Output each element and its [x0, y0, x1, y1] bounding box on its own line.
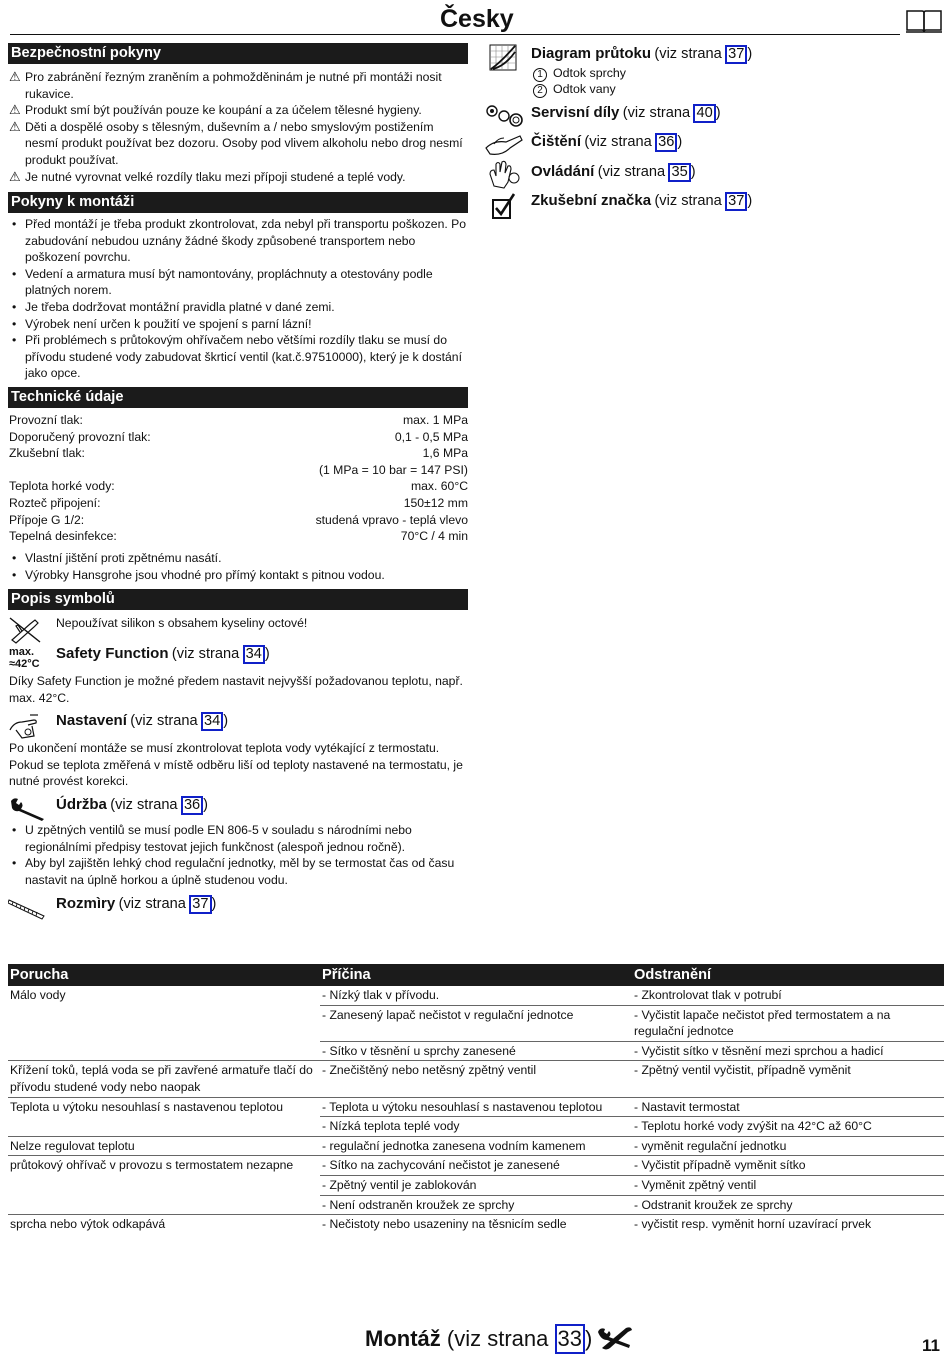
- fix-cell: - Odstranit kroužek ze sprchy: [632, 1195, 944, 1215]
- table-row: [8, 1005, 944, 1041]
- fix-cell: - Vyměnit zpětný ventil: [632, 1175, 944, 1195]
- table-row: [8, 1136, 944, 1156]
- checkmark-icon: [491, 192, 517, 220]
- cause-cell: - Není odstraněn kroužek ze sprchy: [320, 1195, 632, 1215]
- page-ref-link[interactable]: 37: [189, 895, 211, 914]
- warning-icon: ⚠: [9, 118, 21, 134]
- setting-text: Po ukončení montáže se musí zkontrolovat teplota vody vytékající z termostatu. Pokud se teplota změřená v místě odběru liší od teploty nastavené na termostatu, je nutné provést korekci.: [9, 741, 463, 789]
- test-mark-heading: Zkušební značka (viz strana 37 ): [531, 192, 753, 209]
- wrench-icon: [8, 796, 48, 822]
- safety-item: ⚠ Pro zabránění řezným zraněním a pohmožděninám je nutné při montáži nosit rukavice.: [9, 69, 442, 101]
- mounting-item: • Vedení a armatura musí být namontovány, propláchnuty a otestovány podle platných norem.: [9, 266, 469, 299]
- fault-cell: Málo vody: [10, 988, 66, 1002]
- fault-cell: Teplota u výtoku nesouhlasí s nastavenou teplotou: [8, 1097, 320, 1117]
- column-header-fault: Porucha: [8, 964, 320, 986]
- cause-cell: - Teplota u výtoku nesouhlasí s nastavenou teplotou: [320, 1097, 632, 1117]
- page-ref-link[interactable]: 40: [693, 104, 715, 123]
- technical-row: Rozteč připojení: 150±12 mm: [9, 495, 468, 510]
- mounting-item: • Je třeba dodržovat montážní pravidla platné v dané zemi.: [9, 299, 469, 316]
- page-ref-link[interactable]: 33: [555, 1324, 585, 1354]
- ruler-icon: [8, 894, 46, 920]
- fix-cell: - vyměnit regulační jednotku: [632, 1136, 944, 1156]
- cause-cell: - Znečištěný nebo netěsný zpětný ventil: [320, 1061, 632, 1097]
- silicone-warning-text: Nepoužívat silikon s obsahem kyseliny octové!: [56, 616, 308, 630]
- fault-cell: [8, 1005, 320, 1041]
- flow-diagram-heading: Diagram průtoku (viz strana 37 ): [531, 45, 753, 62]
- tools-icon: [596, 1324, 634, 1352]
- footer-mounting-ref: Montáž (viz strana 33 ): [365, 1322, 592, 1356]
- technical-row: Teplota horké vody: max. 60°C: [9, 479, 468, 494]
- technical-row: (1 MPa = 10 bar = 147 PSI): [318, 462, 468, 477]
- operation-icon: [486, 158, 522, 190]
- setting-heading: Nastavení (viz strana 34 ): [56, 712, 229, 729]
- table-row: [8, 1175, 944, 1195]
- safety-section-title: Bezpečnostní pokyny: [8, 43, 468, 64]
- header-rule: [10, 34, 900, 35]
- table-row: [8, 1061, 944, 1097]
- fault-cell: [8, 1175, 320, 1195]
- technical-note: • Výrobky Hansgrohe jsou vhodné pro přímý kontakt s pitnou vodou.: [9, 567, 469, 584]
- column-header-cause: Příčina: [320, 964, 632, 986]
- table-row: [8, 1156, 944, 1176]
- technical-note: • Vlastní jištění proti zpětnému nasátí.: [9, 550, 469, 567]
- mounting-list: [9, 216, 469, 382]
- safety-item: ⚠ Děti a dospělé osoby s tělesným, duševním a / nebo smyslovým postižením nesmí produkt používat bez dozoru. Osoby pod vlivem alkoholu nebo drog nesmí produkt používat.: [9, 118, 463, 167]
- fault-cell: [8, 1195, 320, 1215]
- table-row: [8, 1117, 944, 1137]
- technical-table: [9, 412, 468, 545]
- dimensions-heading: Rozmìry (viz strana 37 ): [56, 895, 217, 912]
- technical-row: Zkušební tlak: 1,6 MPa: [9, 446, 468, 461]
- cause-cell: - Nečistoty nebo usazeniny na těsnicím sedle: [320, 1215, 632, 1234]
- fault-cell: [8, 1041, 320, 1061]
- fix-cell: - Zpětný ventil vyčistit, případně vyměnit: [632, 1061, 944, 1097]
- table-row: [8, 1097, 944, 1117]
- safety-max-label: max.: [9, 646, 35, 658]
- fix-cell: - vyčistit resp. vyměnit horní uzavírací prvek: [632, 1215, 944, 1234]
- spare-parts-heading: Servisní díly (viz strana 40 ): [531, 104, 721, 121]
- mounting-item: • Před montáží je třeba produkt zkontrolovat, zda nebyl při transportu poškozen. Po zabudování nebudou uznány žádné škody způsobené transportem nebo poškození povrchu.: [9, 216, 469, 266]
- maintenance-list: [9, 822, 469, 888]
- cause-cell: - Sítko v těsnění u sprchy zanesené: [320, 1041, 632, 1061]
- technical-row: Tepelná desinfekce: 70°C / 4 min: [9, 529, 468, 544]
- table-row: [8, 1195, 944, 1215]
- table-row: [8, 1215, 944, 1234]
- technical-section-title: Technické údaje: [8, 387, 468, 408]
- technical-row: Provozní tlak: max. 1 MPa: [9, 413, 468, 427]
- table-row: [8, 986, 944, 1005]
- fix-cell: - Vyčistit sítko v těsnění mezi sprchou a hadicí: [632, 1041, 944, 1061]
- fix-cell: - Zkontrolovat tlak v potrubí: [634, 988, 782, 1002]
- column-header-fix: Odstranění: [632, 964, 944, 986]
- mounting-item: • Při problémech s průtokovým ohřívačem nebo většími rozdíly tlaku se musí do přívodu studené vody zabudovat škrticí ventil (kat.č.97510000), který je k dostání jako opce.: [9, 332, 469, 382]
- safety-temp-label: ≈42°C: [9, 658, 40, 670]
- technical-notes: [9, 550, 469, 583]
- troubleshooting-table: [8, 964, 944, 1234]
- maintenance-item: • Aby byl zajištěn lehký chod regulační jednotky, měl by se termostat čas od času nastavit na úplně horkou a úplně studenou vodu.: [9, 855, 469, 888]
- warning-icon: ⚠: [9, 102, 21, 118]
- cause-cell: - Nízká teplota teplé vody: [320, 1117, 632, 1137]
- warning-icon: ⚠: [9, 69, 21, 84]
- warning-icon: ⚠: [9, 168, 21, 184]
- cause-cell: - regulační jednotka zanesena vodním kamenem: [320, 1136, 632, 1156]
- safety-function-text: Díky Safety Function je možné předem nastavit nejvyšší požadovanou teplotu, např. max. 42°C.: [9, 674, 463, 705]
- cleaning-heading: Čištění (viz strana 36 ): [531, 133, 683, 150]
- fault-cell: Nelze regulovat teplotu: [8, 1136, 320, 1156]
- fix-cell: - Nastavit termostat: [632, 1097, 944, 1117]
- cause-cell: - Nízký tlak v přívodu.: [322, 988, 440, 1002]
- technical-row: Doporučený provozní tlak: 0,1 - 0,5 MPa: [9, 429, 468, 444]
- spare-parts-icon: [484, 102, 524, 128]
- maintenance-heading: Údržba (viz strana 36 ): [56, 796, 209, 813]
- fault-cell: sprcha nebo výtok odkapává: [8, 1215, 320, 1234]
- cleaning-icon: [484, 130, 524, 160]
- safety-list: [9, 69, 469, 185]
- page-ref-link[interactable]: 37: [725, 45, 747, 64]
- cause-cell: - Zanesený lapač nečistot v regulační jednotce: [320, 1005, 632, 1041]
- fault-cell: Křížení toků, teplá voda se při zavřené armatuře tlačí do přívodu studené vody nebo naopak: [8, 1061, 320, 1097]
- fix-cell: - Teplotu horké vody zvýšit na 42°C až 60°C: [632, 1117, 944, 1137]
- page-language-title: Česky: [440, 5, 514, 33]
- fix-cell: - Vyčistit případně vyměnit sítko: [632, 1156, 944, 1176]
- maintenance-item: • U zpětných ventilů se musí podle EN 806-5 v souladu s národními nebo regionálními předpisy testovat jejich funkčnost (alespoň jednou ročně).: [9, 822, 469, 855]
- troubleshooting-rows: [8, 986, 944, 1234]
- cause-cell: - Sítko na zachycování nečistot je zanesené: [320, 1156, 632, 1176]
- operation-heading: Ovládání (viz strana 35 ): [531, 163, 696, 180]
- safety-item: ⚠ Produkt smí být používán pouze ke koupání a za účelem tělesné hygieny.: [9, 102, 422, 118]
- safety-item: ⚠ Je nutné vyrovnat velké rozdíly tlaku mezi přípoji studené a teplé vody.: [9, 168, 406, 184]
- hand-setting-icon: [8, 712, 42, 740]
- fault-cell: průtokový ohřívač v provozu s termostatem nezapne: [8, 1156, 320, 1176]
- mounting-section-title: Pokyny k montáži: [8, 192, 468, 213]
- cause-cell: - Zpětný ventil je zablokován: [320, 1175, 632, 1195]
- table-header-row: [8, 964, 944, 986]
- page-ref-link[interactable]: 36: [181, 796, 203, 815]
- technical-row: Přípoje G 1/2: studená vpravo - teplá vlevo: [9, 512, 468, 527]
- flow-legend-shower: 1 Odtok sprchy: [533, 65, 626, 82]
- page-number: 11: [922, 1336, 940, 1355]
- page-ref-link[interactable]: 35: [668, 163, 690, 182]
- symbols-section-title: Popis symbolů: [8, 589, 468, 610]
- flow-diagram-icon: [487, 42, 519, 72]
- safety-function-heading: Safety Function (viz strana 34 ): [56, 645, 270, 662]
- page-ref-link[interactable]: 34: [201, 712, 223, 731]
- book-icon: [905, 8, 943, 34]
- mounting-item: • Výrobek není určen k použití ve spojení s parní lázní!: [9, 316, 469, 333]
- table-row: [8, 1041, 944, 1061]
- page-ref-link[interactable]: 34: [243, 645, 265, 664]
- fix-cell: - Vyčistit lapače nečistot před termostatem a na regulační jednotce: [632, 1005, 944, 1041]
- fault-cell: [8, 1117, 320, 1137]
- page-ref-link[interactable]: 36: [655, 133, 677, 152]
- page-ref-link[interactable]: 37: [725, 192, 747, 211]
- flow-legend-bath: 2 Odtok vany: [533, 81, 616, 98]
- silicone-gun-icon: [8, 616, 42, 644]
